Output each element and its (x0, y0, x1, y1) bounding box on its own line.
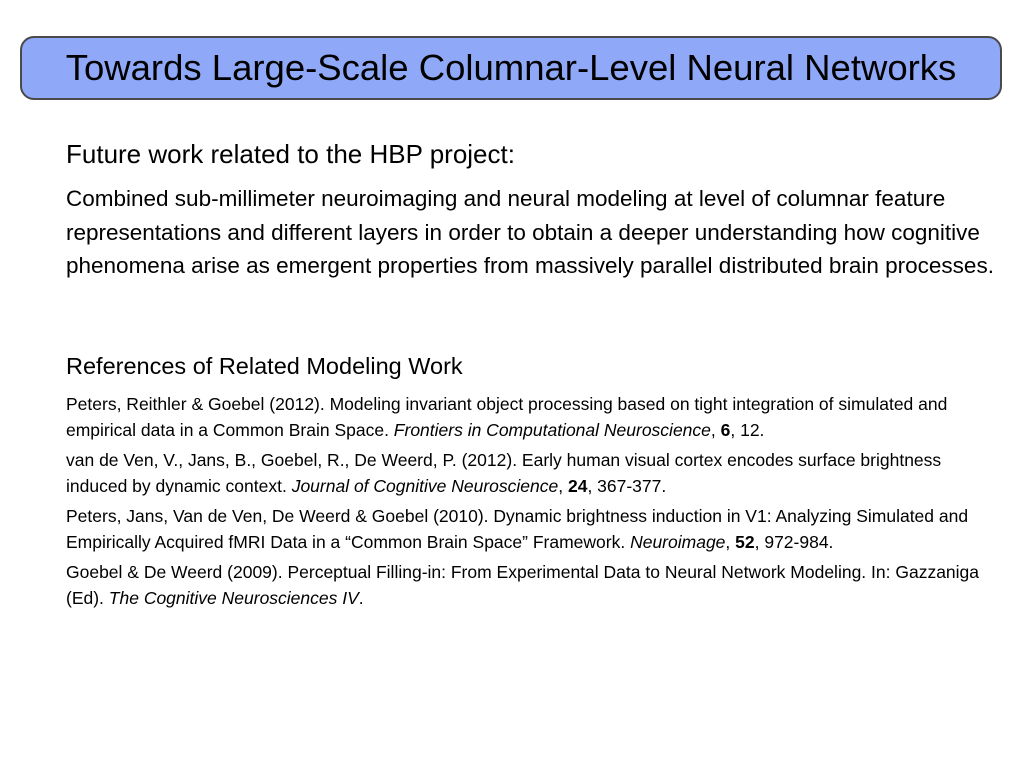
references-list (66, 391, 996, 612)
slide-content (66, 136, 996, 615)
reference-pages: , 972-984. (754, 532, 834, 552)
reference-pages: , 367-377. (587, 476, 667, 496)
reference-item (66, 503, 996, 556)
slide-title-box (20, 36, 1002, 100)
reference-text: van de Ven, V., Jans, B., Goebel, R., De Weerd, P. (2012). Early human visual cortex encodes surface brightness induced by dynamic context. (66, 449, 942, 496)
reference-pages: . (358, 588, 364, 608)
slide-title: Towards Large-Scale Columnar-Level Neural Networks (65, 47, 957, 88)
reference-text: Peters, Jans, Van de Ven, De Weerd & Goebel (2010). Dynamic brightness induction in V1: Analyzing Simulated and Empirically Acquired fMRI Data in a “Common Brain Space” Framework. (66, 505, 969, 552)
body-paragraph: Combined sub-millimeter neuroimaging and neural modeling at level of columnar feature representations and different layers in order to obtain a deeper understanding how cognitive phenomena arise as emergent properties from massively parallel distributed brain processes. (66, 186, 994, 278)
reference-volume: 24 (567, 476, 588, 496)
reference-volume: 6 (720, 420, 731, 440)
references-heading: References of Related Modeling Work (66, 352, 463, 379)
reference-text: Peters, Reithler & Goebel (2012). Modeling invariant object processing based on tight integration of simulated and empirical data in a Common Brain Space. (66, 393, 948, 440)
reference-separator: , (558, 476, 568, 496)
subheading: Future work related to the HBP project: (66, 139, 515, 169)
reference-volume: 52 (735, 532, 755, 552)
reference-pages: , 12. (730, 420, 765, 440)
reference-journal: Journal of Cognitive Neuroscience (291, 476, 559, 496)
reference-separator: , (725, 532, 736, 552)
reference-separator: , (710, 420, 721, 440)
reference-journal: The Cognitive Neurosciences IV (108, 588, 359, 608)
reference-text: Goebel & De Weerd (2009). Perceptual Filling-in: From Experimental Data to Neural Network Modeling. In: Gazzaniga (Ed). (66, 561, 980, 608)
reference-journal: Neuroimage (630, 532, 726, 552)
reference-journal: Frontiers in Computational Neuroscience (393, 420, 711, 440)
reference-item (66, 447, 996, 500)
reference-item (66, 559, 996, 612)
reference-item (66, 391, 996, 444)
